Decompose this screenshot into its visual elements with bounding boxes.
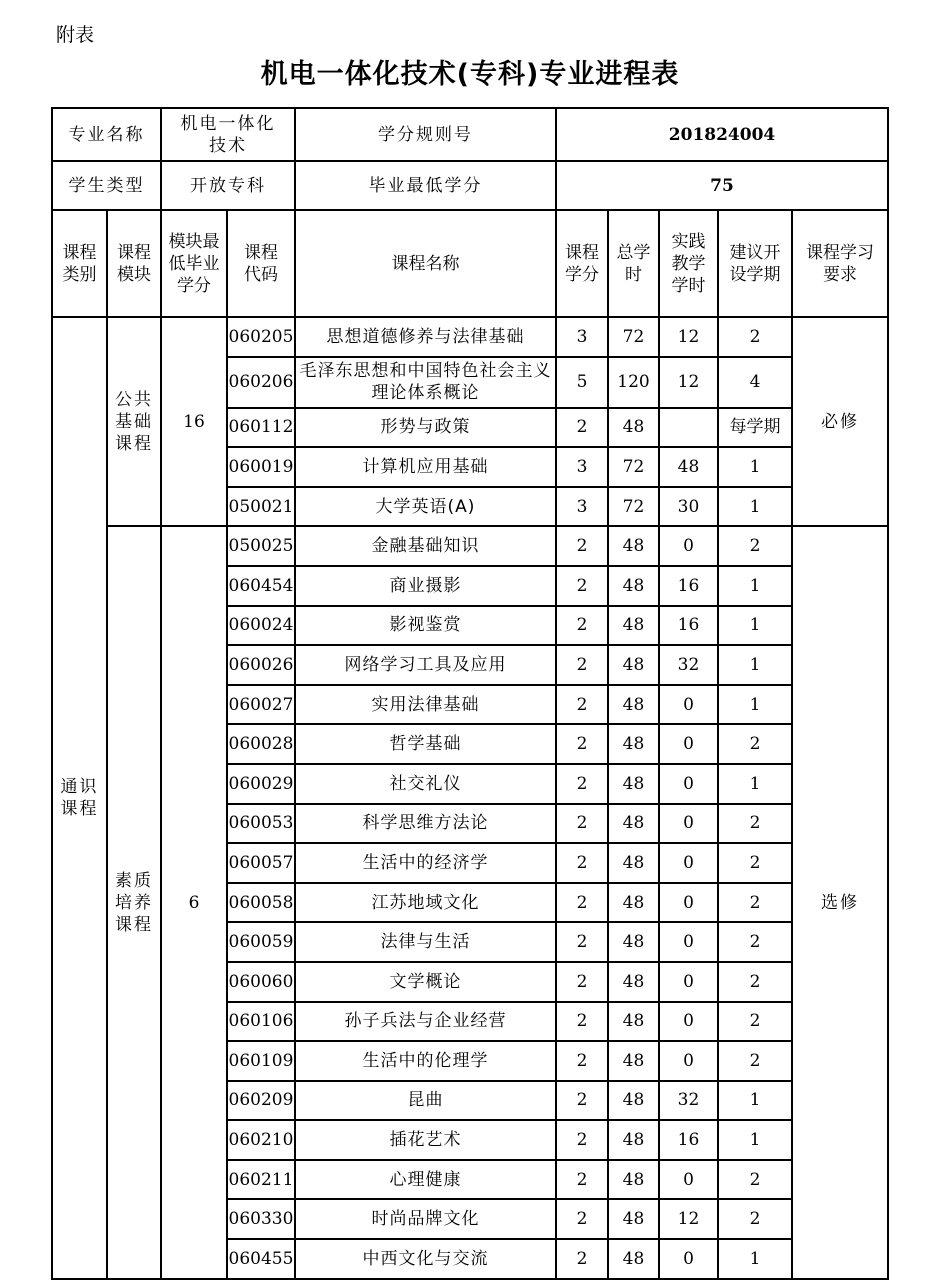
course-hours: 48: [608, 1120, 659, 1160]
header-practice: [659, 210, 718, 317]
course-hours: 48: [608, 566, 659, 606]
course-code: 060059: [227, 922, 295, 962]
course-term: 2: [718, 724, 792, 764]
course-name: 中西文化与交流: [295, 1239, 556, 1279]
course-term: 2: [718, 962, 792, 1002]
course-practice-hours: 12: [659, 357, 718, 408]
course-term: 1: [718, 566, 792, 606]
header-credits-text: 课程学分: [565, 242, 599, 285]
course-hours: 48: [608, 1239, 659, 1279]
course-practice-hours: 32: [659, 645, 718, 685]
course-code: 060060: [227, 962, 295, 1002]
course-credits: 2: [556, 526, 608, 566]
header-hours: [608, 210, 659, 317]
course-term: 4: [718, 357, 792, 408]
course-code: 060029: [227, 764, 295, 804]
course-code: 060019: [227, 447, 295, 487]
course-practice-hours: 30: [659, 487, 718, 527]
course-credits: 2: [556, 1041, 608, 1081]
course-hours: 48: [608, 922, 659, 962]
course-credits: 2: [556, 883, 608, 923]
module-min-credits-cell: 16: [161, 317, 227, 526]
course-name: 昆曲: [295, 1081, 556, 1121]
course-credits: 2: [556, 724, 608, 764]
header-module: [107, 210, 161, 317]
course-code: 060454: [227, 566, 295, 606]
course-practice-hours: 12: [659, 1199, 718, 1239]
course-name: 毛泽东思想和中国特色社会主义理论体系概论: [295, 357, 556, 408]
meta-row-major: [52, 108, 888, 161]
page-title: 机电一体化技术(专科)专业进程表: [260, 59, 680, 90]
header-row: [52, 210, 888, 317]
header-credits: [556, 210, 608, 317]
course-term: 2: [718, 1199, 792, 1239]
course-name: 科学思维方法论: [295, 804, 556, 844]
course-name: 江苏地域文化: [295, 883, 556, 923]
course-term: 1: [718, 487, 792, 527]
module-min-credits-cell: 6: [161, 526, 227, 1278]
course-practice-hours: 0: [659, 1041, 718, 1081]
header-requirement: [792, 210, 888, 317]
course-credits: 2: [556, 843, 608, 883]
course-term: 每学期: [718, 408, 792, 448]
course-practice-hours: 16: [659, 606, 718, 646]
course-credits: 2: [556, 1160, 608, 1200]
course-credits: 2: [556, 1199, 608, 1239]
course-term: 2: [718, 1041, 792, 1081]
student-type-value: 开放专科: [161, 161, 295, 210]
course-term: 2: [718, 526, 792, 566]
meta-row-type: [52, 161, 888, 210]
min-credits-value: 75: [556, 161, 888, 210]
course-practice-hours: 12: [659, 317, 718, 357]
course-hours: 48: [608, 1160, 659, 1200]
course-name: 思想道德修养与法律基础: [295, 317, 556, 357]
course-hours: 48: [608, 843, 659, 883]
course-term: 1: [718, 764, 792, 804]
course-credits: 2: [556, 1081, 608, 1121]
course-hours: 48: [608, 1041, 659, 1081]
course-hours: 48: [608, 1081, 659, 1121]
course-code: 060026: [227, 645, 295, 685]
header-hours-text: 总学时: [616, 242, 651, 285]
course-term: 1: [718, 645, 792, 685]
course-code: 060455: [227, 1239, 295, 1279]
course-name: 法律与生活: [295, 922, 556, 962]
course-name: 生活中的伦理学: [295, 1041, 556, 1081]
course-credits: 2: [556, 764, 608, 804]
course-category-cell: [52, 317, 107, 1279]
course-hours: 48: [608, 804, 659, 844]
course-term: 2: [718, 1160, 792, 1200]
course-practice-hours: [659, 408, 718, 448]
course-hours: 48: [608, 645, 659, 685]
program-schedule-table: [51, 107, 889, 1280]
course-credits: 2: [556, 1120, 608, 1160]
course-code: 060210: [227, 1120, 295, 1160]
course-hours: 48: [608, 526, 659, 566]
course-practice-hours: 0: [659, 843, 718, 883]
header-code-text: 课程代码: [244, 242, 278, 285]
course-credits: 2: [556, 606, 608, 646]
course-code: 060028: [227, 724, 295, 764]
course-credits: 2: [556, 922, 608, 962]
course-hours: 72: [608, 447, 659, 487]
course-code: 060058: [227, 883, 295, 923]
course-code: 060053: [227, 804, 295, 844]
course-hours: 48: [608, 1199, 659, 1239]
course-credits: 2: [556, 804, 608, 844]
header-term-text: 建议开设学期: [729, 242, 781, 285]
course-name: 影视鉴赏: [295, 606, 556, 646]
course-code: 060211: [227, 1160, 295, 1200]
course-code: 050021: [227, 487, 295, 527]
module-name-text: 素质培养课程: [115, 870, 153, 935]
course-code: 060027: [227, 685, 295, 725]
module-name-text: 公共基础课程: [115, 389, 153, 454]
course-practice-hours: 0: [659, 1002, 718, 1042]
course-name: 社交礼仪: [295, 764, 556, 804]
course-name: 哲学基础: [295, 724, 556, 764]
course-practice-hours: 0: [659, 685, 718, 725]
rule-label: 学分规则号: [295, 108, 556, 161]
course-practice-hours: 0: [659, 526, 718, 566]
course-practice-hours: 16: [659, 566, 718, 606]
course-hours: 72: [608, 487, 659, 527]
course-code: 060206: [227, 357, 295, 408]
course-name: 计算机应用基础: [295, 447, 556, 487]
course-credits: 2: [556, 1002, 608, 1042]
course-credits: 2: [556, 566, 608, 606]
major-value-text: 机电一体化技术: [180, 113, 276, 156]
course-code: 060106: [227, 1002, 295, 1042]
header-term: [718, 210, 792, 317]
course-practice-hours: 48: [659, 447, 718, 487]
header-code: [227, 210, 295, 317]
header-requirement-text: 课程学习要求: [806, 242, 875, 285]
course-code: 060209: [227, 1081, 295, 1121]
course-hours: 48: [608, 1002, 659, 1042]
course-credits: 2: [556, 1239, 608, 1279]
course-credits: 5: [556, 357, 608, 408]
course-name: 文学概论: [295, 962, 556, 1002]
course-term: 2: [718, 843, 792, 883]
course-term: 1: [718, 447, 792, 487]
module-name-cell: [107, 317, 161, 526]
course-practice-hours: 0: [659, 922, 718, 962]
course-name: 实用法律基础: [295, 685, 556, 725]
course-term: 1: [718, 1239, 792, 1279]
course-hours: 48: [608, 685, 659, 725]
course-hours: 48: [608, 883, 659, 923]
header-category: [52, 210, 107, 317]
course-practice-hours: 32: [659, 1081, 718, 1121]
course-name: 形势与政策: [295, 408, 556, 448]
course-credits: 3: [556, 447, 608, 487]
course-name: 网络学习工具及应用: [295, 645, 556, 685]
course-hours: 72: [608, 317, 659, 357]
rule-value: 201824004: [556, 108, 888, 161]
course-name: 金融基础知识: [295, 526, 556, 566]
course-row: [52, 526, 888, 566]
course-code: 060109: [227, 1041, 295, 1081]
course-term: 2: [718, 317, 792, 357]
header-module-min-text: 模块最低毕业学分: [168, 231, 220, 296]
course-practice-hours: 0: [659, 764, 718, 804]
min-credits-label: 毕业最低学分: [295, 161, 556, 210]
course-practice-hours: 16: [659, 1120, 718, 1160]
course-name: 插花艺术: [295, 1120, 556, 1160]
course-term: 1: [718, 1081, 792, 1121]
course-name: 时尚品牌文化: [295, 1199, 556, 1239]
course-hours: 120: [608, 357, 659, 408]
course-credits: 2: [556, 645, 608, 685]
course-requirement-cell: 选修: [792, 526, 888, 1278]
course-row: [52, 317, 888, 357]
student-type-label: 学生类型: [52, 161, 161, 210]
course-name: 孙子兵法与企业经营: [295, 1002, 556, 1042]
course-name: 商业摄影: [295, 566, 556, 606]
course-term: 2: [718, 883, 792, 923]
course-name: 大学英语(A): [295, 487, 556, 527]
header-category-text: 课程类别: [62, 242, 97, 285]
course-credits: 2: [556, 408, 608, 448]
course-hours: 48: [608, 764, 659, 804]
major-label: 专业名称: [52, 108, 161, 161]
header-module-text: 课程模块: [117, 242, 151, 285]
course-practice-hours: 0: [659, 1239, 718, 1279]
course-hours: 48: [608, 408, 659, 448]
course-practice-hours: 0: [659, 804, 718, 844]
course-category-text: 通识课程: [60, 776, 99, 819]
course-practice-hours: 0: [659, 962, 718, 1002]
appendix-label: 附表: [56, 24, 95, 46]
course-code: 060330: [227, 1199, 295, 1239]
major-value: [161, 108, 295, 161]
course-term: 1: [718, 606, 792, 646]
course-hours: 48: [608, 606, 659, 646]
course-code: 060112: [227, 408, 295, 448]
course-credits: 3: [556, 487, 608, 527]
course-code: 060057: [227, 843, 295, 883]
course-practice-hours: 0: [659, 883, 718, 923]
course-name: 生活中的经济学: [295, 843, 556, 883]
course-code: 060205: [227, 317, 295, 357]
course-credits: 2: [556, 685, 608, 725]
course-name: 心理健康: [295, 1160, 556, 1200]
course-term: 1: [718, 1120, 792, 1160]
header-name: 课程名称: [295, 210, 556, 317]
course-hours: 48: [608, 962, 659, 1002]
course-credits: 2: [556, 962, 608, 1002]
header-practice-text: 实践教学学时: [671, 231, 706, 296]
course-code: 060024: [227, 606, 295, 646]
course-term: 2: [718, 922, 792, 962]
course-practice-hours: 0: [659, 1160, 718, 1200]
header-module-min: [161, 210, 227, 317]
course-term: 2: [718, 1002, 792, 1042]
course-practice-hours: 0: [659, 724, 718, 764]
course-term: 2: [718, 804, 792, 844]
course-term: 1: [718, 685, 792, 725]
course-credits: 3: [556, 317, 608, 357]
course-hours: 48: [608, 724, 659, 764]
module-name-cell: [107, 526, 161, 1278]
course-code: 050025: [227, 526, 295, 566]
course-requirement-cell: 必修: [792, 317, 888, 526]
